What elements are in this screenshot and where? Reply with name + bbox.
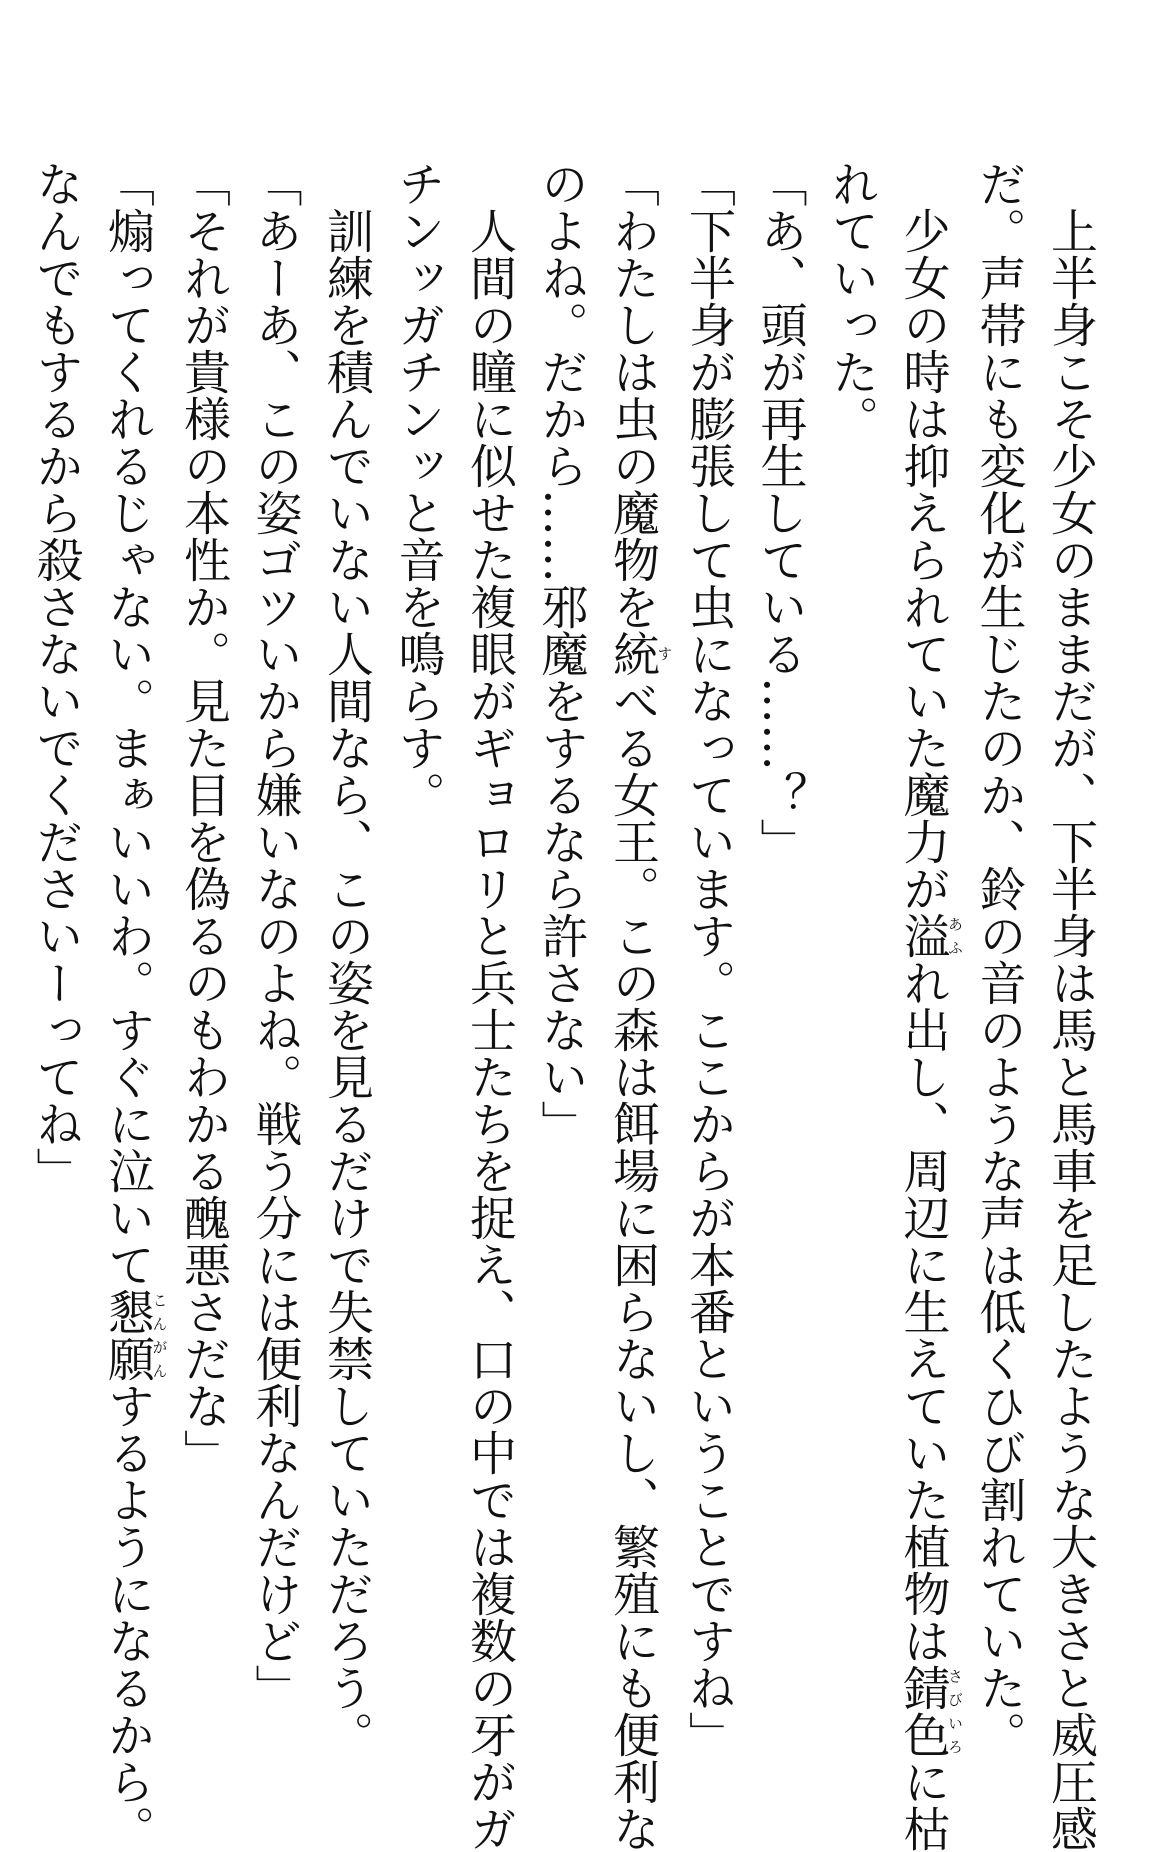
text-segment: べる女王。この森は餌場に困らないし、繁殖にも便利な [605, 677, 660, 1852]
ruby-base: 懇願 [100, 1288, 155, 1382]
text-segment: 「あーあ、この姿ゴツいから嫌いなのよね。戦う分には便利なんだけど」 [247, 160, 303, 1711]
text-segment: 「煽ってくれるじゃない。まぁいいわ。すぐに泣いて [100, 160, 155, 1288]
ruby-annotation [895, 1664, 964, 1758]
text-segment: のよね。だから……邪魔をするなら許さない」 [533, 160, 589, 1147]
text-line [816, 160, 888, 1620]
text-line [311, 160, 383, 1758]
ruby-annotation [895, 912, 964, 959]
text-line [673, 160, 745, 1758]
text-segment: 「下半身が膨張して虫になっています。ここからが本番ということですね」 [681, 160, 736, 1758]
text-line [963, 160, 1035, 1758]
text-segment: チンッガチンッと音を鳴らす。 [390, 160, 446, 818]
ruby-base: 溢 [895, 912, 951, 959]
text-line [525, 160, 597, 1620]
text-line [744, 160, 816, 1620]
text-line [454, 160, 526, 1852]
text-segment: だ。声帯にも変化が生じたのか、鈴の音のような声は低くひび割れていた。 [971, 160, 1027, 1758]
text-line [20, 160, 92, 1620]
text-line [887, 160, 964, 1852]
ruby-annotation [100, 1288, 169, 1382]
text-segment: れていった。 [824, 160, 879, 442]
text-segment: 「それが貴様の本性か。見た目を偽るのもわかる醜悪さだな」 [176, 160, 231, 1476]
ruby-reading: さびいろ [946, 1664, 964, 1758]
ruby-base: 錆色 [895, 1664, 951, 1758]
text-segment: 「わたしは虫の魔物を [605, 160, 660, 630]
text-segment: 上半身こそ少女のままだが、下半身は馬と馬車を足したような大きさと威圧感 [1043, 160, 1098, 1852]
ruby-reading: あふ [946, 912, 964, 959]
text-line [92, 160, 169, 1852]
vertical-text-body [20, 160, 1106, 1852]
text-line [168, 160, 240, 1620]
text-segment: 人間の瞳に似せた複眼がギョロリと兵士たちを捉え、口の中では複数の牙がガ [462, 160, 517, 1852]
text-line [239, 160, 311, 1711]
ruby-reading: す [655, 630, 674, 677]
text-segment: 少女の時は抑えられていた魔力が [895, 160, 951, 912]
ruby-base: 統 [605, 630, 660, 677]
text-line [382, 160, 454, 1620]
text-segment: れ出し、周辺に生えていた植物は [895, 959, 951, 1664]
text-segment: に枯 [895, 1758, 951, 1852]
text-segment: するようになるから。 [100, 1382, 155, 1852]
ruby-reading: こんがん [150, 1288, 169, 1382]
text-line [1035, 160, 1107, 1852]
text-segment: なんでもするから殺さないでくださいーってね」 [28, 160, 84, 1194]
text-segment: 訓練を積んでいない人間なら、この姿を見るだけで失禁していただろう。 [319, 160, 374, 1758]
ruby-annotation [605, 630, 674, 677]
text-line [597, 160, 674, 1852]
text-segment: 「あ、頭が再生している……？」 [752, 160, 808, 865]
